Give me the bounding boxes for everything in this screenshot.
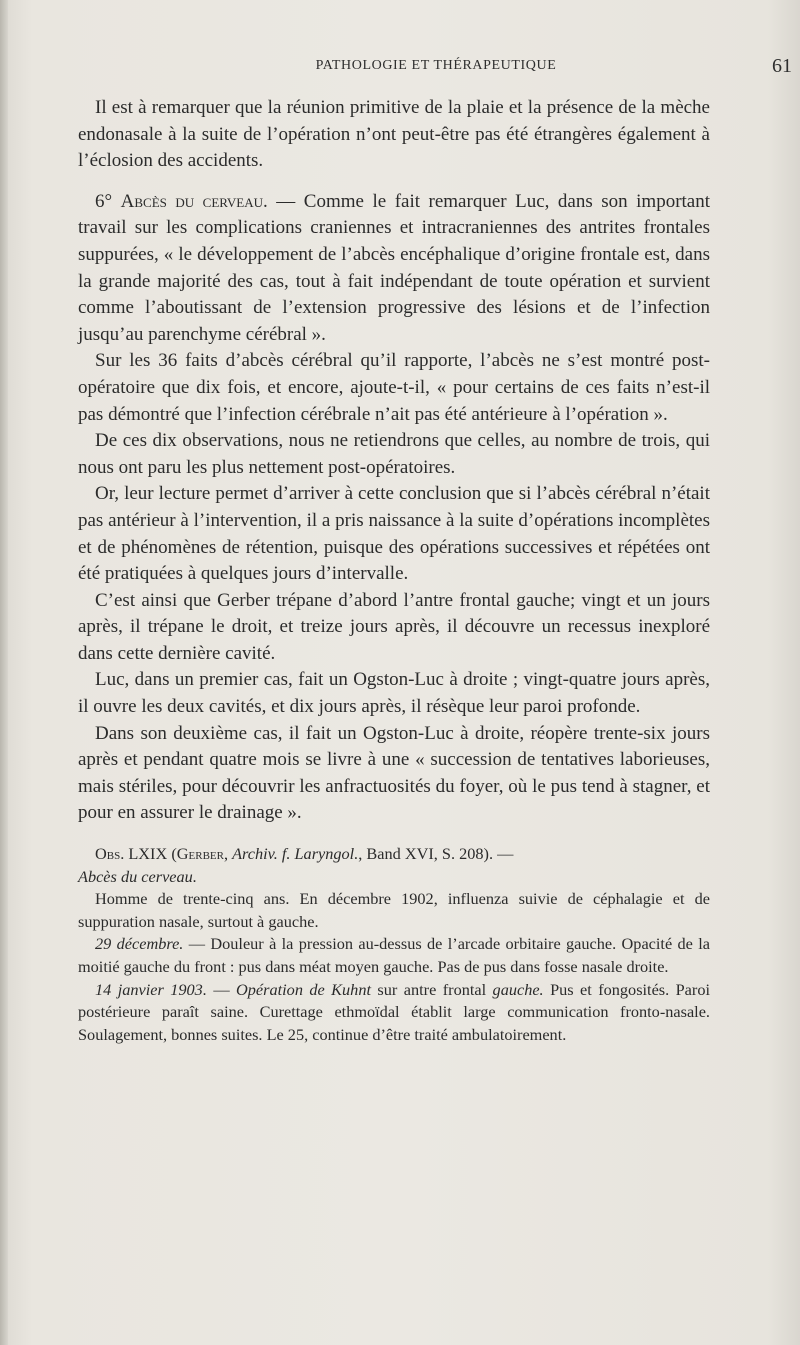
observation-subtitle: Abcès du cerveau.	[78, 866, 197, 886]
paragraph-gerber: C’est ainsi que Gerber trépane d’abord l’antre frontal gauche; vingt et un jours après, il trépane le droit, et treize jours après, il découvre un recessus inexploré dans cette dernière cavité.	[78, 589, 710, 664]
running-title: PATHOLOGIE ET THÉRAPEUTIQUE	[315, 58, 557, 73]
paragraph-statistics: Sur les 36 faits d’abcès cérébral qu’il rapporte, l’abcès ne s’est montré post-opératoire que dix fois, et encore, ajoute-t-il, « pour certains de ces faits n’est-il pas démontré que l’infection cérébrale n’ait pas été antérieure à l’opération ».	[78, 350, 710, 425]
entry-date-2: 14 janvier 1903.	[95, 979, 207, 999]
paragraph-conclusion: Or, leur lecture permet d’arriver à cette conclusion que si l’abcès cérébral n’était pas antérieur à l’intervention, il a pris naissance à la suite d’opérations incomplètes et de phénomènes de rétention, puisque des opérations successives et répétées ont été pratiquées à quelques jours d’intervalle.	[78, 483, 710, 585]
section-text: — Comme le fait remarquer Luc, dans son important travail sur les complications craniennes et intracraniennes des antrites frontales suppurées, « le développement de l’abcès encéphalique d’origine frontale est, dans la grande majorité des cas, tout à fait indépendant de toute opération et survient comme l’aboutissant de l’extension progressive des lésions et de l’infection jusqu’au parenchyme cérébral ».	[78, 190, 711, 345]
paragraph-luc-first-case: Luc, dans un premier cas, fait un Ogston-Luc à droite ; vingt-quatre jours après, il ouvre les deux cavités, et dix jours après, il résèque leur paroi profonde.	[78, 669, 710, 718]
observation-heading: Obs. LXIX (Gerber, Archiv. f. Laryngol., Band XVI, S. 208). —	[95, 844, 514, 864]
observation-entry-1	[78, 933, 710, 978]
observation-ref: , Band XVI, S. 208). —	[358, 844, 514, 864]
running-head	[78, 55, 794, 82]
observation-author: Gerber	[176, 844, 224, 864]
section-number: 6°	[95, 190, 113, 212]
page-spine-shadow	[0, 0, 8, 1345]
observation-case: Homme de trente-cinq ans. En décembre 1902, influenza suivie de céphalagie et de suppuration nasale, surtout à gauche.	[78, 889, 710, 931]
observation-source: Archiv. f. Laryngol.	[232, 844, 359, 864]
entry-operation: Opération de Kuhnt	[236, 979, 371, 999]
entry-text-1: — Douleur à la pression au-dessus de l’arcade orbitaire gauche. Opacité de la moitié gauche du front : pus dans méat moyen gauche. Pas de pus dans fosse nasale droite.	[78, 934, 710, 976]
section-title: Abcès du cerveau.	[120, 190, 268, 212]
observation-block	[78, 843, 710, 1046]
paragraph-luc-second-case: Dans son deuxième cas, il fait un Ogston-Luc à droite, réopère trente-six jours après et pendant quatre mois se livre à une « succession de tentatives laborieuses, mais stériles, pour découvrir les anfractuosités du foyer, où le pus tend à stagner, et pour en assurer le drainage ».	[78, 722, 710, 824]
entry-date-1: 29 décembre.	[95, 934, 184, 954]
paragraph-observations: De ces dix observations, nous ne retiendrons que celles, au nombre de trois, qui nous ont paru les plus nettement post-opératoires.	[78, 430, 710, 478]
observation-label: Obs. LXIX	[95, 844, 168, 864]
entry-side: gauche.	[492, 979, 544, 999]
paragraph-section-6	[78, 189, 710, 349]
observation-entry-2: 14 janvier 1903. — Opération de Kuhnt sur antre frontal gauche. Pus et fongosités. Paroi postérieure paraît saine. Curettage ethmoïdal établit large communication fronto-nasale. Soulagement, bonnes suites. Le 25, continue d’être traité ambulatoirement.	[78, 979, 710, 1044]
page-number: 61	[772, 55, 792, 77]
entry-text-2: Pus et fongosités. Paroi postérieure paraît saine. Curettage ethmoïdal établit large communication fronto-nasale. Soulagement, bonnes suites. Le 25, continue d’être traité ambulatoirement.	[78, 979, 710, 1044]
paragraph-intro: Il est à remarquer que la réunion primitive de la plaie et la présence de la mèche endonasale à la suite de l’opération n’ont peut-être pas été étrangères également à l’éclosion des accidents.	[78, 97, 710, 172]
main-text	[78, 95, 710, 1046]
